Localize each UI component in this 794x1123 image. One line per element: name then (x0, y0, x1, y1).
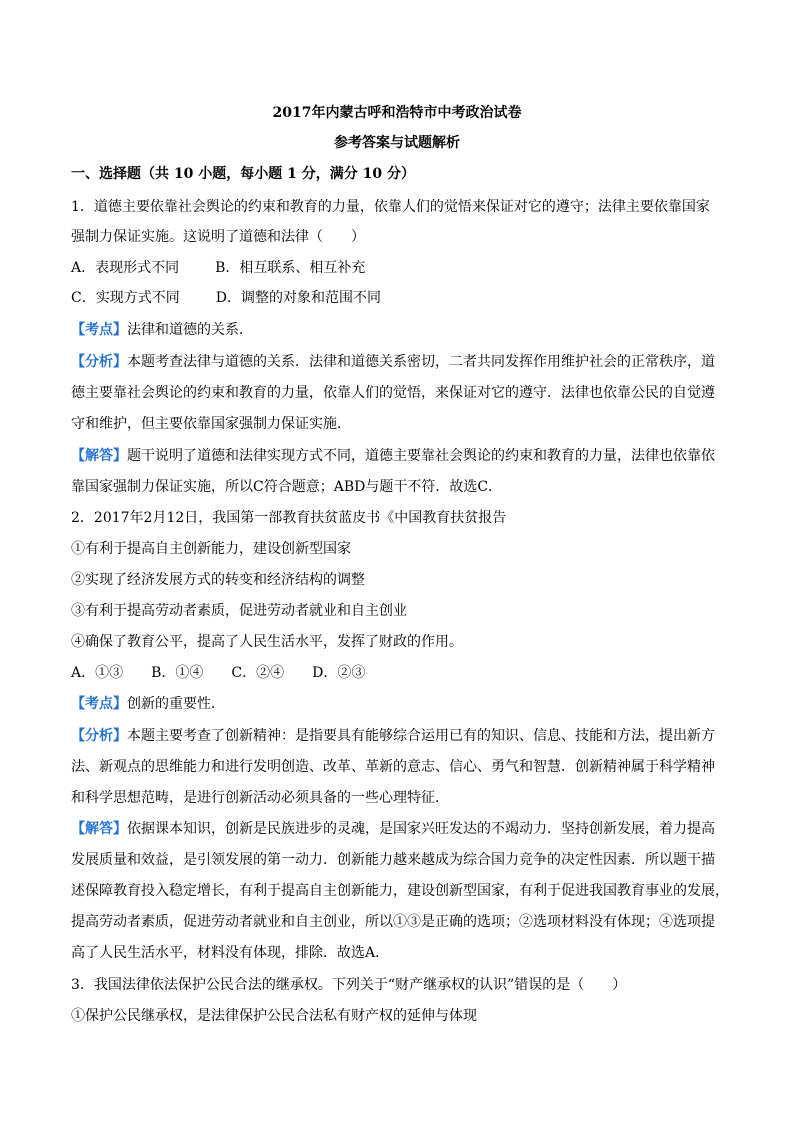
q1-stem-line-1: 1．道德主要依靠社会舆论的约束和教育的力量，依靠人们的觉悟来保证对它的遵守；法律主要依靠国家 (71, 199, 710, 215)
kaodian-tag: 【考点】 (71, 322, 127, 338)
q1-stem-line-2: 强制力保证实施。这说明了道德和法律（ ） (71, 229, 365, 245)
q1-fenxi-line-2: 德主要靠社会舆论的约束和教育的力量，依靠人们的觉悟，来保证对它的遵守．法律也依靠公民的自觉遵 (71, 385, 715, 401)
q1-fenxi-text-1: 本题考查法律与道德的关系．法律和道德关系密切，二者共同发挥作用维护社会的正常秩序，道 (127, 354, 715, 370)
q1-options-row-1 (71, 258, 731, 278)
q2-item-4: ④确保了教育公平，提高了人民生活水平，发挥了财政的作用。 (71, 634, 463, 650)
q1-option-d: D．调整的对象和范围不同 (215, 290, 381, 306)
q2-item-1: ①有利于提高自主创新能力，建设创新型国家 (71, 541, 351, 557)
section-heading: 一、选择题（共 10 小题，每小题 1 分，满分 10 分） (71, 166, 415, 182)
q2-option-b: B．①④ (151, 665, 204, 681)
q1-jieda-text-1: 题干说明了道德和法律实现方式不同，道德主要靠社会舆论的约束和教育的力量，法律也依靠依 (127, 448, 715, 464)
q1-kaodian-text: 法律和道德的关系． (127, 322, 253, 338)
q2-jieda-line-5: 高了人民生活水平，材料没有体现，排除．故选A． (71, 945, 390, 961)
q2-item-2: ②实现了经济发展方式的转变和经济结构的调整 (71, 572, 365, 588)
fenxi-tag: 【分析】 (71, 728, 127, 744)
q1-kaodian (71, 320, 731, 340)
q2-kaodian (71, 694, 731, 714)
q3-item-1: ①保护公民继承权，是法律保护公民合法私有财产权的延伸与体现 (71, 1008, 477, 1024)
document-title: 2017年内蒙古呼和浩特市中考政治试卷 (272, 105, 522, 121)
q1-option-c: C．实现方式不同 (71, 290, 180, 306)
q1-fenxi-line-1 (71, 352, 731, 372)
q1-fenxi-line-3: 守和维护，但主要依靠国家强制力保证实施． (71, 416, 351, 432)
q2-option-c: C．②④ (231, 665, 285, 681)
q2-fenxi-line-1 (71, 726, 731, 746)
q2-kaodian-text: 创新的重要性． (127, 696, 225, 712)
jieda-tag: 【解答】 (71, 821, 127, 837)
q2-fenxi-line-3: 和科学思想范畴，是进行创新活动必须具备的一些心理特征． (71, 790, 449, 806)
q3-stem: 3．我国法律依法保护公民合法的继承权。下列关于“财产继承权的认识”错误的是（ ） (71, 977, 627, 993)
kaodian-tag: 【考点】 (71, 696, 127, 712)
q2-fenxi-text-1: 本题主要考查了创新精神：是指要具有能够综合运用已有的知识、信息、技能和方法，提出新方 (127, 728, 715, 744)
q2-jieda-text-1: 依据课本知识，创新是民族进步的灵魂，是国家兴旺发达的不竭动力．坚持创新发展，着力提高 (127, 821, 715, 837)
q2-jieda-line-1 (71, 819, 731, 839)
q1-options-row-2 (71, 288, 731, 308)
q2-option-d: D．②③ (312, 665, 366, 681)
q2-fenxi-line-2: 法、新观点的思维能力和进行发明创造、改革、革新的意志、信心、勇气和智慧．创新精神属于科学精神 (71, 759, 715, 775)
q2-options-row (71, 663, 731, 683)
q1-option-b: B．相互联系、相互补充 (215, 260, 366, 276)
q1-jieda-line-1 (71, 446, 731, 466)
fenxi-tag: 【分析】 (71, 354, 127, 370)
q2-stem: 2．2017年2月12日，我国第一部教育扶贫蓝皮书《中国教育扶贫报告 (71, 510, 507, 526)
q1-option-a: A．表现形式不同 (71, 260, 180, 276)
q2-jieda-line-4: 提高劳动者素质，促进劳动者就业和自主创业，所以①③是正确的选项；②选项材料没有体现；④选项提 (71, 914, 715, 930)
q2-item-3: ③有利于提高劳动者素质，促进劳动者就业和自主创业 (71, 603, 407, 619)
jieda-tag: 【解答】 (71, 448, 127, 464)
q2-jieda-line-3: 述保障教育投入稳定增长，有利于提高自主创新能力，建设创新型国家，有利于促进我国教育事业的发展， (71, 883, 729, 899)
q2-option-a: A．①③ (71, 665, 124, 681)
q2-jieda-line-2: 发展质量和效益，是引领发展的第一动力．创新能力越来越成为综合国力竞争的决定性因素．所以题干描 (71, 852, 715, 868)
document-subtitle: 参考答案与试题解析 (334, 135, 460, 151)
q1-jieda-line-2: 靠国家强制力保证实施，所以C符合题意；ABD与题干不符．故选C． (71, 479, 503, 495)
